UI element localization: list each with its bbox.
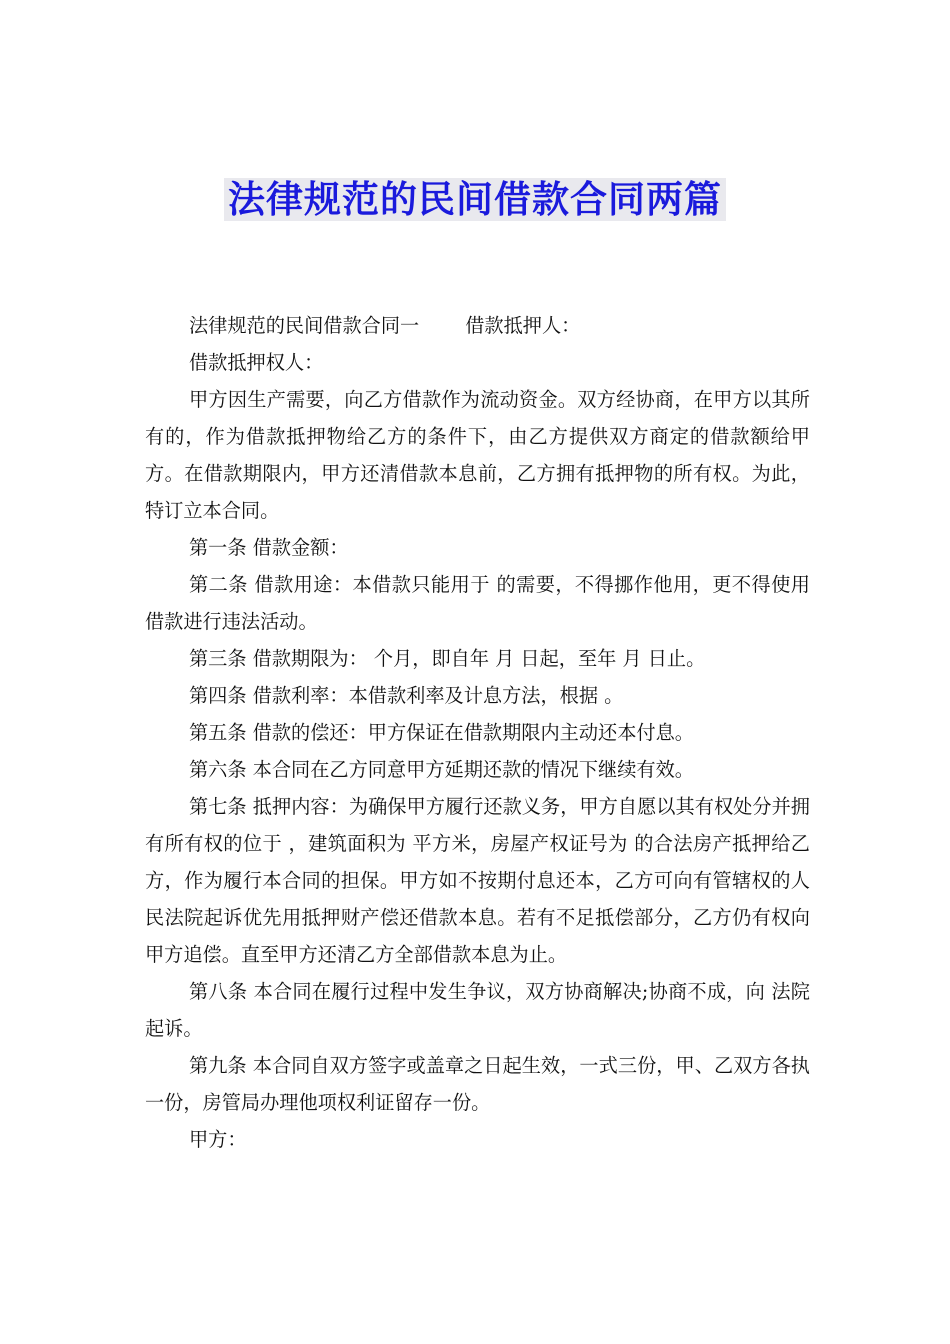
article-8: 第八条 本合同在履行过程中发生争议，双方协商解决;协商不成，向 法院起诉。 (145, 980, 810, 1040)
document-title-text: 法律规范的民间借款合同两篇 (224, 178, 726, 221)
document-body (145, 307, 810, 1158)
party-a-label: 甲方： (189, 1128, 247, 1151)
article-7: 第七条 抵押内容：为确保甲方履行还款义务，甲方自愿以其有权处分并拥有所有权的位于 ，建筑面积为 平方米，房屋产权证号为 的合法房产抵押给乙方，作为履行本合同的担保。甲方如不按期付息还本，乙方可向有管辖权的人民法院起诉优先用抵押财产偿还借款本息。若有不足抵偿部分，乙方仍有权向甲方追偿。直至甲方还清乙方全部借款本息为止。 (145, 795, 810, 966)
article-9: 第九条 本合同自双方签字或盖章之日起生效，一式三份，甲、乙双方各执一份，房管局办理他项权利证留存一份。 (145, 1054, 810, 1114)
mortgagee-label: 借款抵押权人： (189, 351, 324, 374)
article-1: 第一条 借款金额： (189, 536, 349, 559)
contract-one-heading: 法律规范的民间借款合同一 (189, 314, 420, 337)
article-4: 第四条 借款利率：本借款利率及计息方法，根据 。 (189, 684, 624, 707)
mortgagor-label: 借款抵押人： (465, 314, 581, 337)
article-2: 第二条 借款用途：本借款只能用于 的需要，不得挪作他用，更不得使用借款进行违法活动。 (145, 573, 810, 633)
paragraph-preamble: 甲方因生产需要，向乙方借款作为流动资金。双方经协商，在甲方以其所有的，作为借款抵押物给乙方的条件下，由乙方提供双方商定的借款额给甲方。在借款期限内，甲方还清借款本息前，乙方拥有抵押物的所有权。为此，特订立本合同。 (145, 388, 810, 522)
document-title (0, 172, 950, 228)
article-3: 第三条 借款期限为： 个月，即自年 月 日起，至年 月 日止。 (189, 647, 706, 670)
article-5: 第五条 借款的偿还：甲方保证在借款期限内主动还本付息。 (189, 721, 694, 744)
paragraph-heading-line (145, 307, 810, 344)
article-6: 第六条 本合同在乙方同意甲方延期还款的情况下继续有效。 (189, 758, 694, 781)
